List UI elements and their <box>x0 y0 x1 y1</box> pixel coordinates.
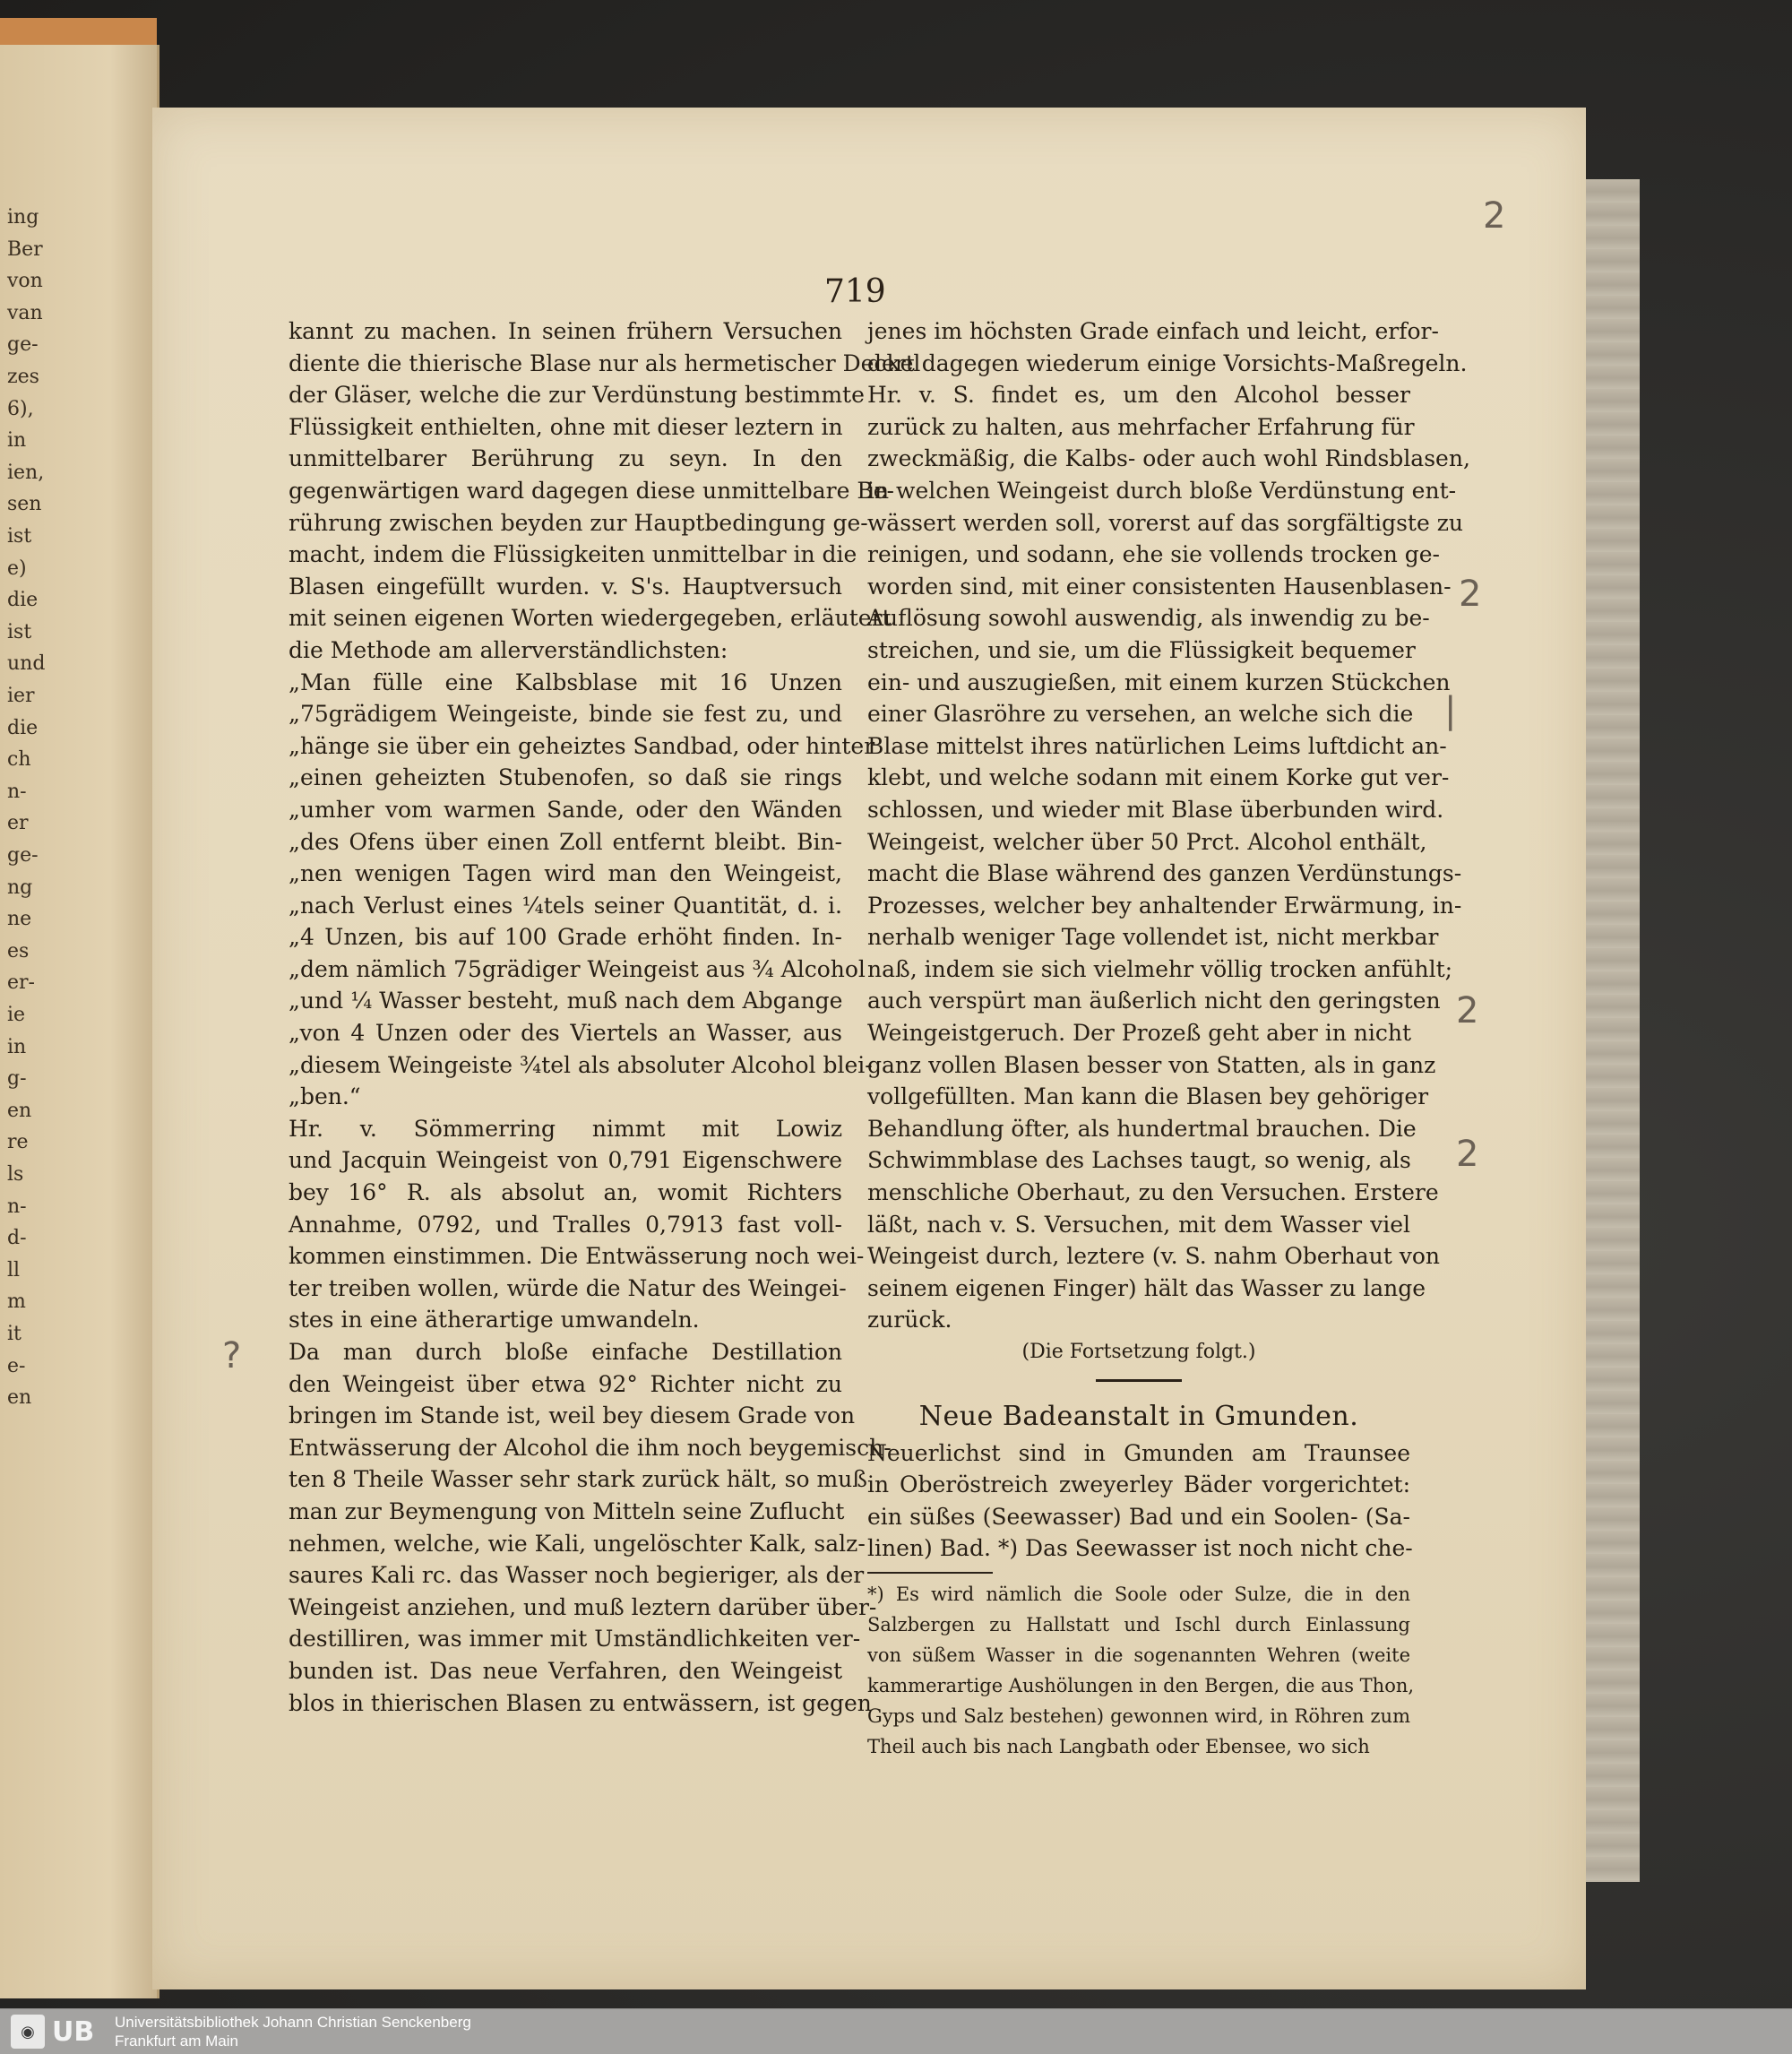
library-credit <box>115 2013 471 2050</box>
text-line: Weingeist durch, leztere (v. S. nahm Oberhaut von <box>867 1243 1441 1270</box>
text-line: zurück zu halten, aus mehrfacher Erfahrung für <box>867 413 1415 440</box>
left-column <box>289 315 921 1719</box>
left-page-text-fragment: ls <box>7 1163 24 1186</box>
left-page-text-fragment: ge- <box>7 333 39 357</box>
text-line: „diesem Weingeiste ¾tel als absoluter Alcohol blei- <box>289 1051 873 1078</box>
text-line: reinigen, und sodann, ehe sie vollends trocken ge- <box>867 541 1441 568</box>
text-line: ganz vollen Blasen besser von Statten, als in ganz <box>867 1051 1436 1078</box>
library-credit-line1: Universitätsbibliothek Johann Christian Senckenberg <box>115 2014 471 2031</box>
left-page-text-fragment: g- <box>7 1067 27 1091</box>
margin-mark: 2 <box>1483 195 1506 237</box>
margin-mark: 2 <box>1456 1134 1479 1175</box>
text-line: „und ¼ Wasser besteht, muß nach dem Abgange <box>289 988 843 1014</box>
text-line: „Man fülle eine Kalbsblase mit 16 Unzen <box>289 669 842 695</box>
left-page-text-fragment: die <box>7 589 39 612</box>
left-page-text-fragment: er- <box>7 971 35 995</box>
text-line: mit seinen eigenen Worten wiedergegeben, erläutert <box>289 605 892 632</box>
footnote-line: *) Es wird nämlich die Soole oder Sulze, die in den <box>867 1583 1410 1605</box>
left-page-text-fragment: in <box>7 1035 27 1058</box>
text-line: „dem nämlich 75grädiger Weingeist aus ¾ Alcohol <box>289 955 866 982</box>
text-line: zweckmäßig, die Kalbs- oder auch wohl Rindsblasen, <box>867 445 1470 472</box>
page-edge <box>1586 179 1640 1882</box>
text-line: „4 Unzen, bis auf 100 Grade erhöht finden. In- <box>289 924 842 951</box>
footnote <box>867 1579 1415 1762</box>
text-line: destilliren, was immer mit Umständlichkeiten ver- <box>289 1626 861 1653</box>
left-page-text-fragment: Ber <box>7 237 43 261</box>
left-page-text-fragment: it <box>7 1323 22 1345</box>
left-page-text-fragment: die <box>7 716 39 739</box>
text-line: man zur Beymengung von Mitteln seine Zuflucht <box>289 1497 845 1524</box>
footnote-line: Salzbergen zu Hallstatt und Ischl durch Einlassung <box>867 1613 1410 1635</box>
left-page-text-fragment: ne <box>7 908 32 931</box>
text-line: Neuerlichst sind in Gmunden am Traunsee <box>867 1439 1410 1466</box>
text-line: ten 8 Theile Wasser sehr stark zurück hält, so muß <box>289 1466 867 1493</box>
text-line: macht die Blase während des ganzen Verdünstungs- <box>867 860 1462 887</box>
text-line: Flüssigkeit enthielten, ohne mit dieser leztern in <box>289 413 843 440</box>
left-page-text-fragment: e- <box>7 1354 26 1377</box>
library-logo-text: UB <box>52 2015 95 2048</box>
text-line: streichen, und sie, um die Flüssigkeit bequemer <box>867 636 1416 663</box>
text-line: bey 16° R. als absolut an, womit Richters <box>289 1179 842 1206</box>
left-page-text-fragment: es <box>7 939 30 962</box>
text-line: „ben.“ <box>289 1083 361 1110</box>
left-page-text-fragment: er <box>7 812 29 835</box>
text-line: vollgefüllten. Man kann die Blasen bey gehöriger <box>867 1083 1429 1110</box>
text-line: in Oberöstreich zweyerley Bäder vorgerichtet: <box>867 1471 1410 1498</box>
text-line: nerhalb weniger Tage vollendet ist, nicht merkbar <box>867 924 1439 951</box>
right-column-body <box>867 315 1470 1336</box>
left-page-text-fragment: ing <box>7 206 39 229</box>
left-page-text-fragment: en <box>7 1099 32 1122</box>
left-page-text-fragment: zes <box>7 366 39 388</box>
text-line: „nen wenigen Tagen wird man den Weingeist, <box>289 860 842 887</box>
left-page-text-fragment: en <box>7 1386 32 1410</box>
text-line: ein süßes (Seewasser) Bad und ein Soolen- (Sa- <box>867 1503 1410 1530</box>
left-page-text-fragment: ch <box>7 748 31 772</box>
left-page-text-fragment: m <box>7 1290 26 1314</box>
text-line: nehmen, welche, wie Kali, ungelöschter Kalk, salz- <box>289 1530 866 1557</box>
library-logo[interactable] <box>11 2015 109 2049</box>
text-line: blos in thierischen Blasen zu entwässern, ist gegen <box>289 1689 872 1716</box>
text-line: „nach Verlust eines ¼tels seiner Quantität, d. i. <box>289 892 842 919</box>
text-line: und Jacquin Weingeist von 0,791 Eigenschwere <box>289 1147 842 1174</box>
left-page-text-fragment: ist <box>7 525 32 548</box>
continuation-note: (Die Fortsetzung folgt.) <box>1021 1341 1256 1363</box>
text-line: „75grädigem Weingeiste, binde sie fest zu, und <box>289 701 842 728</box>
left-page-text-fragment: ll <box>7 1258 21 1282</box>
left-page-text-fragment: und <box>7 652 46 676</box>
text-line: bringen im Stande ist, weil bey diesem Grade von <box>289 1402 856 1429</box>
text-line: wässert werden soll, vorerst auf das sorgfältigste zu <box>867 509 1463 536</box>
text-line: rührung zwischen beyden zur Hauptbedingung ge- <box>289 509 868 536</box>
section-divider <box>1096 1379 1182 1382</box>
text-line: die Methode am allerverständlichsten: <box>289 636 728 663</box>
text-line: klebt, und welche sodann mit einem Korke gut ver- <box>867 764 1450 791</box>
left-page-text-fragment: sen <box>7 493 42 516</box>
footer-bar <box>0 2008 1792 2054</box>
text-line: diente die thierische Blase nur als hermetischer Deckel <box>289 350 921 376</box>
left-page-text-fragment: d- <box>7 1227 27 1250</box>
section-body <box>867 1437 1413 1565</box>
text-line: Hr. v. S. findet es, um den Alcohol besser <box>867 382 1410 409</box>
left-page-text-fragment: van <box>7 301 43 324</box>
text-line: schlossen, und wieder mit Blase überbunden wird. <box>867 796 1444 823</box>
left-page-text-fragment: ie <box>7 1004 26 1026</box>
text-line: in welchen Weingeist durch bloße Verdünstung ent- <box>867 477 1457 504</box>
margin-mark: | <box>1444 690 1457 731</box>
left-page-text-fragment: ier <box>7 685 35 707</box>
text-line: ein- und auszugießen, mit einem kurzen Stückchen <box>867 669 1451 695</box>
text-line: dert dagegen wiederum einige Vorsichts-Maßregeln. <box>867 350 1468 376</box>
left-page-fragment <box>0 45 159 1998</box>
footnote-line: Theil auch bis nach Langbath oder Ebensee, wo sich <box>867 1735 1370 1757</box>
text-line: kannt zu machen. In seinen frühern Versuchen <box>289 318 842 344</box>
text-line: worden sind, mit einer consistenten Hausenblasen- <box>867 573 1452 600</box>
text-line: kommen einstimmen. Die Entwässerung noch wei- <box>289 1243 865 1270</box>
text-line: Weingeist anziehen, und muß leztern darüber über- <box>289 1593 877 1620</box>
text-line: stes in eine ätherartige umwandeln. <box>289 1307 700 1333</box>
left-page-text-fragment: e) <box>7 557 27 580</box>
text-line: Blase mittelst ihres natürlichen Leims luftdicht an- <box>867 732 1447 759</box>
margin-mark: 2 <box>1456 990 1479 1031</box>
left-page-text-fragment: ge- <box>7 844 39 867</box>
left-page-text-fragment: ist <box>7 620 32 643</box>
text-line: Blasen eingefüllt wurden. v. S's. Hauptversuch <box>289 573 842 600</box>
text-line: unmittelbarer Berührung zu seyn. In den <box>289 445 842 472</box>
text-line: Weingeist, welcher über 50 Prct. Alcohol enthält, <box>867 828 1427 855</box>
text-line: läßt, nach v. S. Versuchen, mit dem Wasser viel <box>867 1211 1410 1238</box>
left-page-text-fragment: ien, <box>7 461 45 484</box>
left-page-text-fragment: von <box>7 270 43 293</box>
text-line: Weingeistgeruch. Der Prozeß geht aber in nicht <box>867 1020 1412 1047</box>
section-heading: Neue Badeanstalt in Gmunden. <box>918 1400 1359 1432</box>
footnote-divider <box>867 1572 993 1574</box>
text-line: macht, indem die Flüssigkeiten unmittelbar in die <box>289 541 857 568</box>
text-line: jenes im höchsten Grade einfach und leicht, erfor- <box>867 318 1439 344</box>
text-line: Schwimmblase des Lachses taugt, so wenig, als <box>867 1147 1411 1174</box>
text-line: „umher vom warmen Sande, oder den Wänden <box>289 796 842 823</box>
footnote-line: von süßem Wasser in die sogenannten Wehren (weite <box>867 1644 1410 1666</box>
text-line: den Weingeist über etwa 92° Richter nicht zu <box>289 1370 842 1397</box>
footnote-line: Gyps und Salz bestehen) gewonnen wird, in Röhren zum <box>867 1704 1410 1727</box>
left-page-text-fragment: n- <box>7 1195 27 1218</box>
footnote-line: kammerartige Aushölungen in den Bergen, die aus Thon, <box>867 1674 1415 1696</box>
text-line: gegenwärtigen ward dagegen diese unmittelbare Be- <box>289 477 894 504</box>
left-page-text-fragment: re <box>7 1131 29 1154</box>
text-line: Auflösung sowohl auswendig, als inwendig zu be- <box>867 605 1430 632</box>
text-line: der Gläser, welche die zur Verdünstung bestimmte <box>289 382 865 409</box>
page-number: 719 <box>824 273 886 310</box>
text-line: auch verspürt man äußerlich nicht den geringsten <box>867 988 1441 1014</box>
left-page-text-fragment: ng <box>7 876 33 899</box>
library-logo-icon: ◉ <box>11 2015 45 2049</box>
right-column <box>867 315 1470 1762</box>
text-line: Annahme, 0792, und Tralles 0,7913 fast voll- <box>289 1211 842 1238</box>
left-page-text-fragment: in <box>7 429 27 453</box>
text-line: saures Kali rc. das Wasser noch begieriger, als der <box>289 1562 865 1589</box>
text-line: zurück. <box>867 1307 952 1333</box>
left-page-text-fragment: 6), <box>7 397 34 420</box>
text-line: seinem eigenen Finger) hält das Wasser zu lange <box>867 1274 1426 1301</box>
library-credit-line2: Frankfurt am Main <box>115 2032 238 2050</box>
text-line: menschliche Oberhaut, zu den Versuchen. Erstere <box>867 1179 1439 1206</box>
text-line: bunden ist. Das neue Verfahren, den Weingeist <box>289 1657 842 1684</box>
text-line: „einen geheizten Stubenofen, so daß sie rings <box>289 764 842 791</box>
text-line: naß, indem sie sich vielmehr völlig trocken anfühlt; <box>867 955 1453 982</box>
text-line: „von 4 Unzen oder des Viertels an Wasser, aus <box>289 1020 842 1047</box>
text-line: Entwässerung der Alcohol die ihm noch beygemisch- <box>289 1434 892 1461</box>
margin-mark: ? <box>222 1335 242 1377</box>
text-line: Da man durch bloße einfache Destillation <box>289 1339 842 1365</box>
text-line: „des Ofens über einen Zoll entfernt bleibt. Bin- <box>289 828 842 855</box>
left-page-text-fragment: n- <box>7 780 27 803</box>
text-line: einer Glasröhre zu versehen, an welche sich die <box>867 701 1414 728</box>
text-line: Hr. v. Sömmerring nimmt mit Lowiz <box>289 1115 842 1142</box>
margin-mark: 2 <box>1459 574 1482 615</box>
text-line: Behandlung öfter, als hundertmal brauchen. Die <box>867 1115 1417 1142</box>
text-line: linen) Bad. *) Das Seewasser ist noch nicht che- <box>867 1535 1413 1562</box>
text-line: „hänge sie über ein geheiztes Sandbad, oder hinter <box>289 732 875 759</box>
text-line: ter treiben wollen, würde die Natur des Weingei- <box>289 1274 847 1301</box>
text-line: Prozesses, welcher bey anhaltender Erwärmung, in- <box>867 892 1462 919</box>
